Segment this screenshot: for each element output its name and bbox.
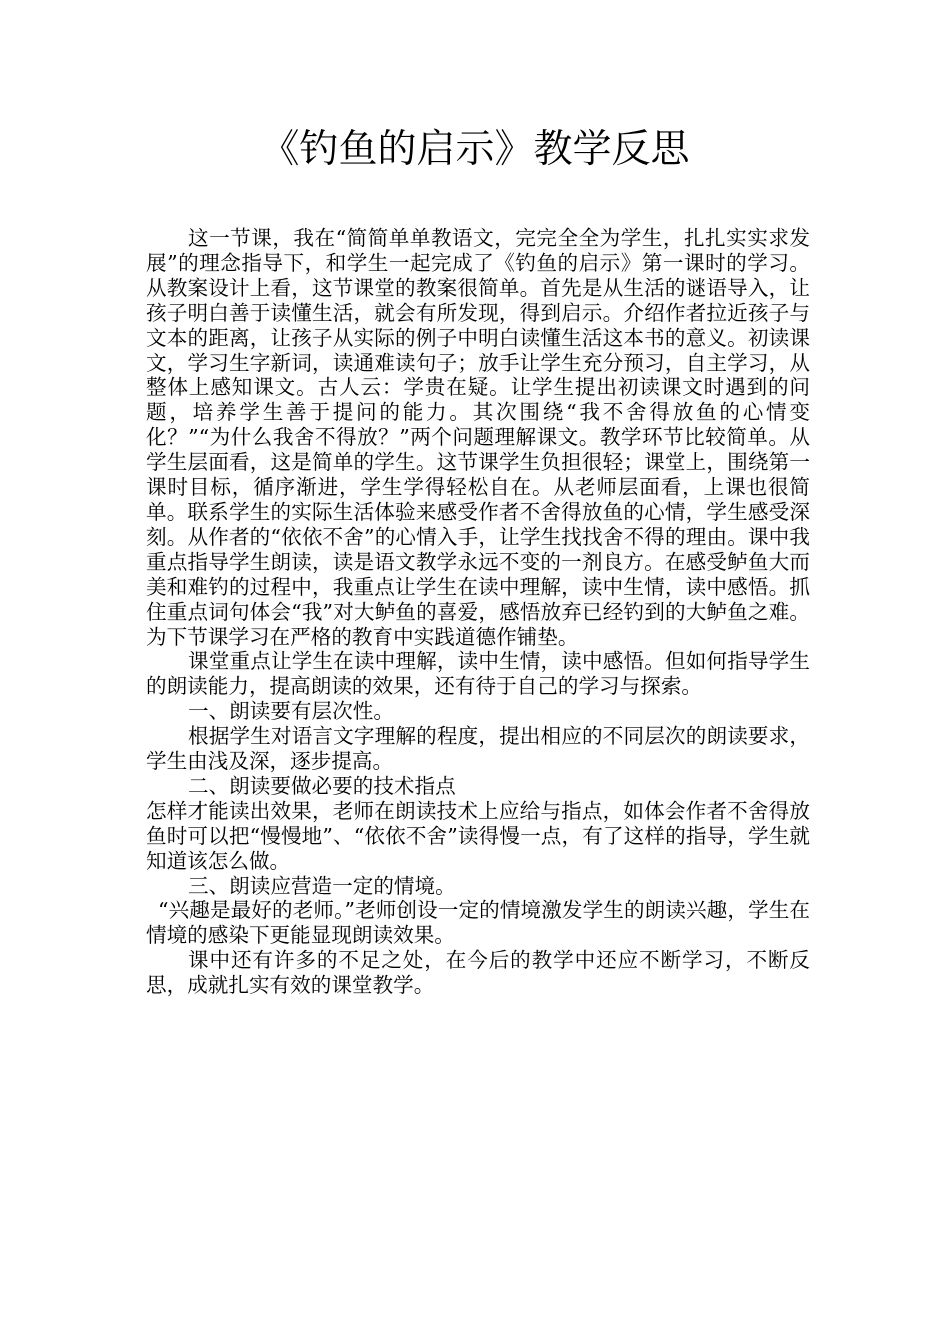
paragraph-conclusion: 课中还有许多的不足之处，在今后的教学中还应不断学习，不断反思，成就扎实有效的课堂教学。	[146, 948, 810, 998]
paragraph-intro: 这一节课，我在“简简单单教语文，完完全全为学生，扎扎实实求发展”的理念指导下，和学生一起完成了《钓鱼的启示》第一课时的学习。从教案设计上看，这节课堂的教案很简单。首先是从生活的谜语导入，让孩子明白善于读懂生活，就会有所发现，得到启示。介绍作者拉近孩子与文本的距离，让孩子从实际的例子中明白读懂生活这本书的意义。初读课文，学习生字新词，读通难读句子；放手让学生充分预习，自主学习，从整体上感知课文。古人云：学贵在疑。让学生提出初读课文时遇到的问题，培养学生善于提问的能力。其次围绕“我不舍得放鱼的心情变化？”“为什么我舍不得放？”两个问题理解课文。教学环节比较简单。从学生层面看，这是简单的学生。这节课学生负担很轻；课堂上，围绕第一课时目标，循序渐进，学生学得轻松自在。从老师层面看，上课也很简单。联系学生的实际生活体验来感受作者不舍得放鱼的心情，学生感受深刻。从作者的“依依不舍”的心情入手，让学生找找舍不得的理由。课中我重点指导学生朗读，读是语文教学永远不变的一剂良方。在感受鲈鱼大而美和难钓的过程中，我重点让学生在读中理解，读中生情，读中感悟。抓住重点词句体会“我”对大鲈鱼的喜爱，感悟放弃已经钓到的大鲈鱼之难。为下节课学习在严格的教育中实践道德作铺垫。	[146, 226, 810, 649]
document-body	[146, 226, 810, 998]
document-title: 《钓鱼的启示》教学反思	[260, 127, 690, 172]
heading-point-one: 一、朗读要有层次性。	[188, 699, 394, 724]
paragraph-point-three: “兴趣是最好的老师。”老师创设一定的情境激发学生的朗读兴趣，学生在情境的感染下更能显现朗读效果。	[146, 898, 810, 948]
paragraph-point-two: 怎样才能读出效果，老师在朗读技术上应给与指点，如体会作者不舍得放鱼时可以把“慢慢地”、“依依不舍”读得慢一点，有了这样的指导，学生就知道该怎么做。	[146, 798, 810, 873]
heading-point-two: 二、朗读要做必要的技术指点	[188, 773, 456, 798]
paragraph-focus: 课堂重点让学生在读中理解，读中生情，读中感悟。但如何指导学生的朗读能力，提高朗读的效果，还有待于自己的学习与探索。	[146, 649, 810, 699]
paragraph-point-one: 根据学生对语言文字理解的程度，提出相应的不同层次的朗读要求，学生由浅及深，逐步提高。	[146, 724, 810, 774]
heading-point-three: 三、朗读应营造一定的情境。	[188, 873, 456, 898]
